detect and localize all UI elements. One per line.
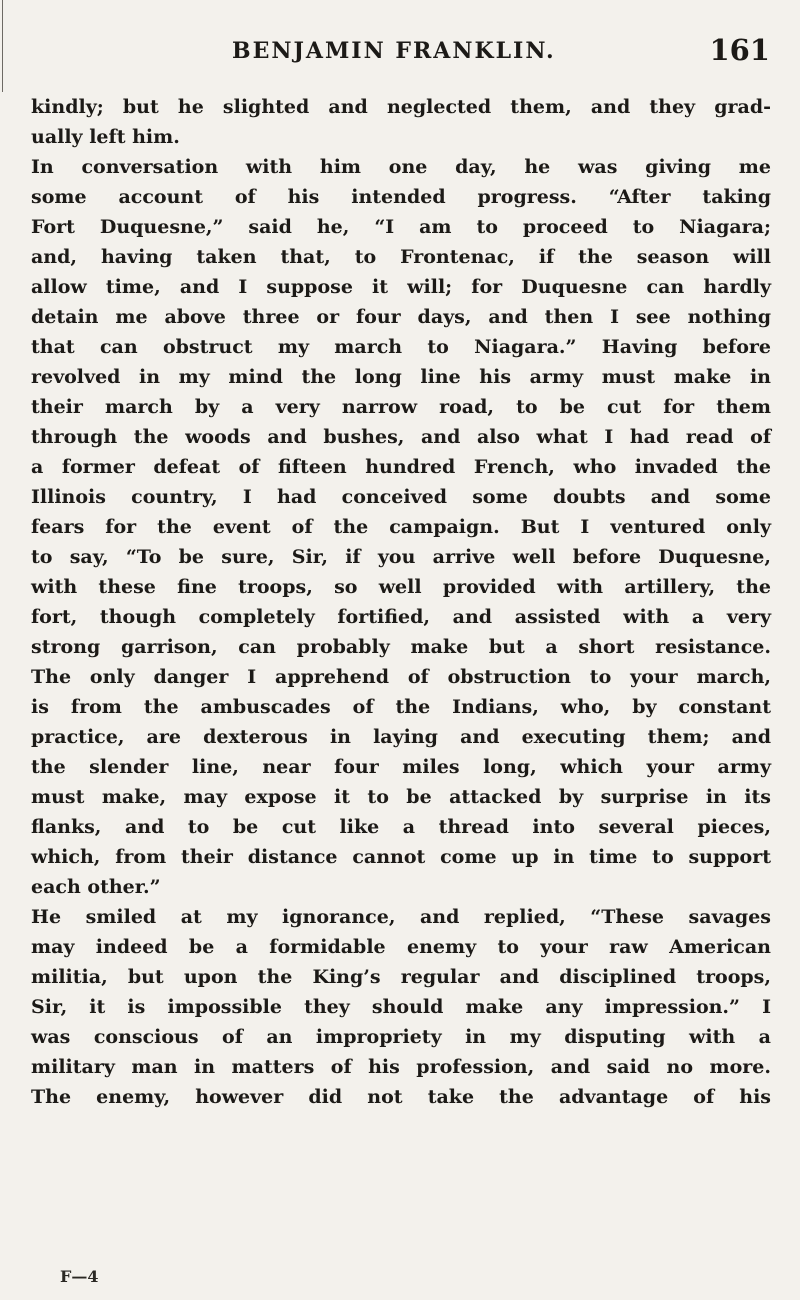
text-line: which, from their distance cannot come up in time to support xyxy=(31,846,771,868)
text-line: revolved in my mind the long line his army must make in xyxy=(31,366,771,388)
text-line: flanks, and to be cut like a thread into several pieces, xyxy=(31,816,771,838)
text-line: Sir, it is impossible they should make any impression.” I xyxy=(31,996,771,1018)
signature-mark: F—4 xyxy=(60,1267,99,1286)
text-line: with these fine troops, so well provided with artillery, the xyxy=(31,576,771,598)
text-line: Fort Duquesne,” said he, “I am to proceed to Niagara; xyxy=(31,216,771,238)
text-line: The enemy, however did not take the advantage of his xyxy=(31,1086,771,1108)
page-header xyxy=(232,30,770,70)
text-line: through the woods and bushes, and also what I had read of xyxy=(31,426,771,448)
text-line: kindly; but he slighted and neglected them, and they grad- xyxy=(31,96,771,118)
running-head: BENJAMIN FRANKLIN. xyxy=(232,38,556,64)
text-line: The only danger I apprehend of obstruction to your march, xyxy=(31,666,771,688)
text-line: is from the ambuscades of the Indians, who, by constant xyxy=(31,696,771,718)
text-line: the slender line, near four miles long, which your army xyxy=(31,756,771,778)
page-edge-rule xyxy=(2,0,3,92)
text-line: allow time, and I suppose it will; for Duquesne can hardly xyxy=(31,276,771,298)
text-line: fears for the event of the campaign. But I ventured only xyxy=(31,516,771,538)
text-line: to say, “To be sure, Sir, if you arrive well before Duquesne, xyxy=(31,546,771,568)
text-line: may indeed be a formidable enemy to your raw American xyxy=(31,936,771,958)
text-line: strong garrison, can probably make but a short resistance. xyxy=(31,636,771,658)
text-line: a former defeat of fifteen hundred French, who invaded the xyxy=(31,456,771,478)
text-line: was conscious of an impropriety in my disputing with a xyxy=(31,1026,771,1048)
text-line: Illinois country, I had conceived some doubts and some xyxy=(31,486,771,508)
text-line: must make, may expose it to be attacked by surprise in its xyxy=(31,786,771,808)
text-line: detain me above three or four days, and then I see nothing xyxy=(31,306,771,328)
text-line: each other.” xyxy=(31,876,161,898)
text-line: their march by a very narrow road, to be cut for them xyxy=(31,396,771,418)
text-line: practice, are dexterous in laying and executing them; and xyxy=(31,726,771,748)
text-line: militia, but upon the King’s regular and disciplined troops, xyxy=(31,966,771,988)
text-line: ually left him. xyxy=(31,126,180,148)
text-line: and, having taken that, to Frontenac, if the season will xyxy=(31,246,771,268)
text-line: In conversation with him one day, he was giving me xyxy=(31,156,771,178)
page-number: 161 xyxy=(709,33,770,67)
text-line: that can obstruct my march to Niagara.” Having before xyxy=(31,336,771,358)
body-text xyxy=(31,92,771,1112)
text-line: some account of his intended progress. “After taking xyxy=(31,186,771,208)
text-line: military man in matters of his profession, and said no more. xyxy=(31,1056,771,1078)
text-line: fort, though completely fortified, and assisted with a very xyxy=(31,606,771,628)
text-line: He smiled at my ignorance, and replied, “These savages xyxy=(31,906,771,928)
